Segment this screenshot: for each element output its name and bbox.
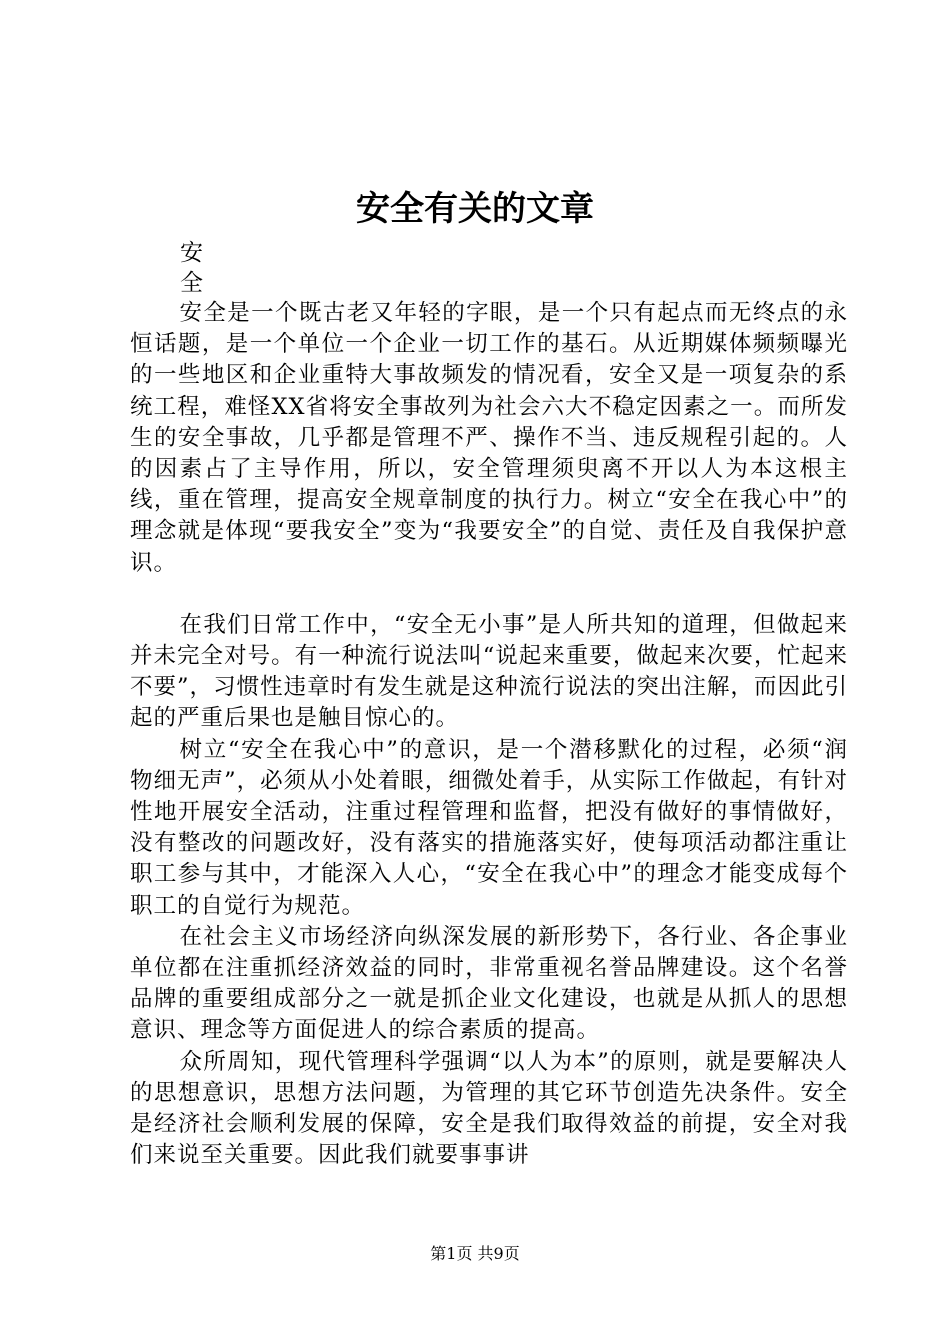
paragraph-3: 树立“安全在我心中”的意识，是一个潜移默化的过程，必须“润物细无声”，必须从小处着眼，细微处着手，从实际工作做起，有针对性地开展安全活动，注重过程管理和监督，把没有做好的事情做好，没有整改的问题改好，没有落实的措施落实好，使每项活动都注重让职工参与其中，才能深入人心，“安全在我心中”的理念才能变成每个职工的自觉行为规范。 xyxy=(130,736,848,919)
paragraph-5: 众所周知，现代管理科学强调“以人为本”的原则，就是要解决人的思想意识，思想方法问题，为管理的其它环节创造先决条件。安全是经济社会顺利发展的保障，安全是我们取得效益的前提，安全对我们来说至关重要。因此我们就要事事讲 xyxy=(130,1048,848,1169)
heading-char-2: 全 xyxy=(180,270,203,296)
page-number-footer: 第1页 共9页 xyxy=(430,1244,520,1263)
paragraph-4: 在社会主义市场经济向纵深发展的新形势下，各行业、各企事业单位都在注重抓经济效益的同时，非常重视名誉品牌建设。这个名誉品牌的重要组成部分之一就是抓企业文化建设，也就是从抓人的思想意识、理念等方面促进人的综合素质的提高。 xyxy=(130,923,848,1044)
document-body xyxy=(130,298,848,1171)
heading-char-1: 安 xyxy=(180,240,203,266)
paragraph-2: 在我们日常工作中，“安全无小事”是人所共知的道理，但做起来并未完全对号。有一种流行说法叫“说起来重要，做起来次要，忙起来不要”，习惯性违章时有发生就是这种流行说法的突出注解，而因此引起的严重后果也是触目惊心的。 xyxy=(130,611,848,732)
paragraph-1: 安全是一个既古老又年轻的字眼，是一个只有起点而无终点的永恒话题，是一个单位一个企业一切工作的基石。从近期媒体频频曝光的一些地区和企业重特大事故频发的情况看，安全又是一项复杂的系统工程，难怪XX省将安全事故列为社会六大不稳定因素之一。而所发生的安全事故，几乎都是管理不严、操作不当、违反规程引起的。人的因素占了主导作用，所以，安全管理须臾离不开以人为本这根主线，重在管理，提高安全规章制度的执行力。树立“安全在我心中”的理念就是体现“要我安全”变为“我要安全”的自觉、责任及自我保护意识。 xyxy=(130,300,848,576)
document-title: 安全有关的文章 xyxy=(356,189,594,229)
